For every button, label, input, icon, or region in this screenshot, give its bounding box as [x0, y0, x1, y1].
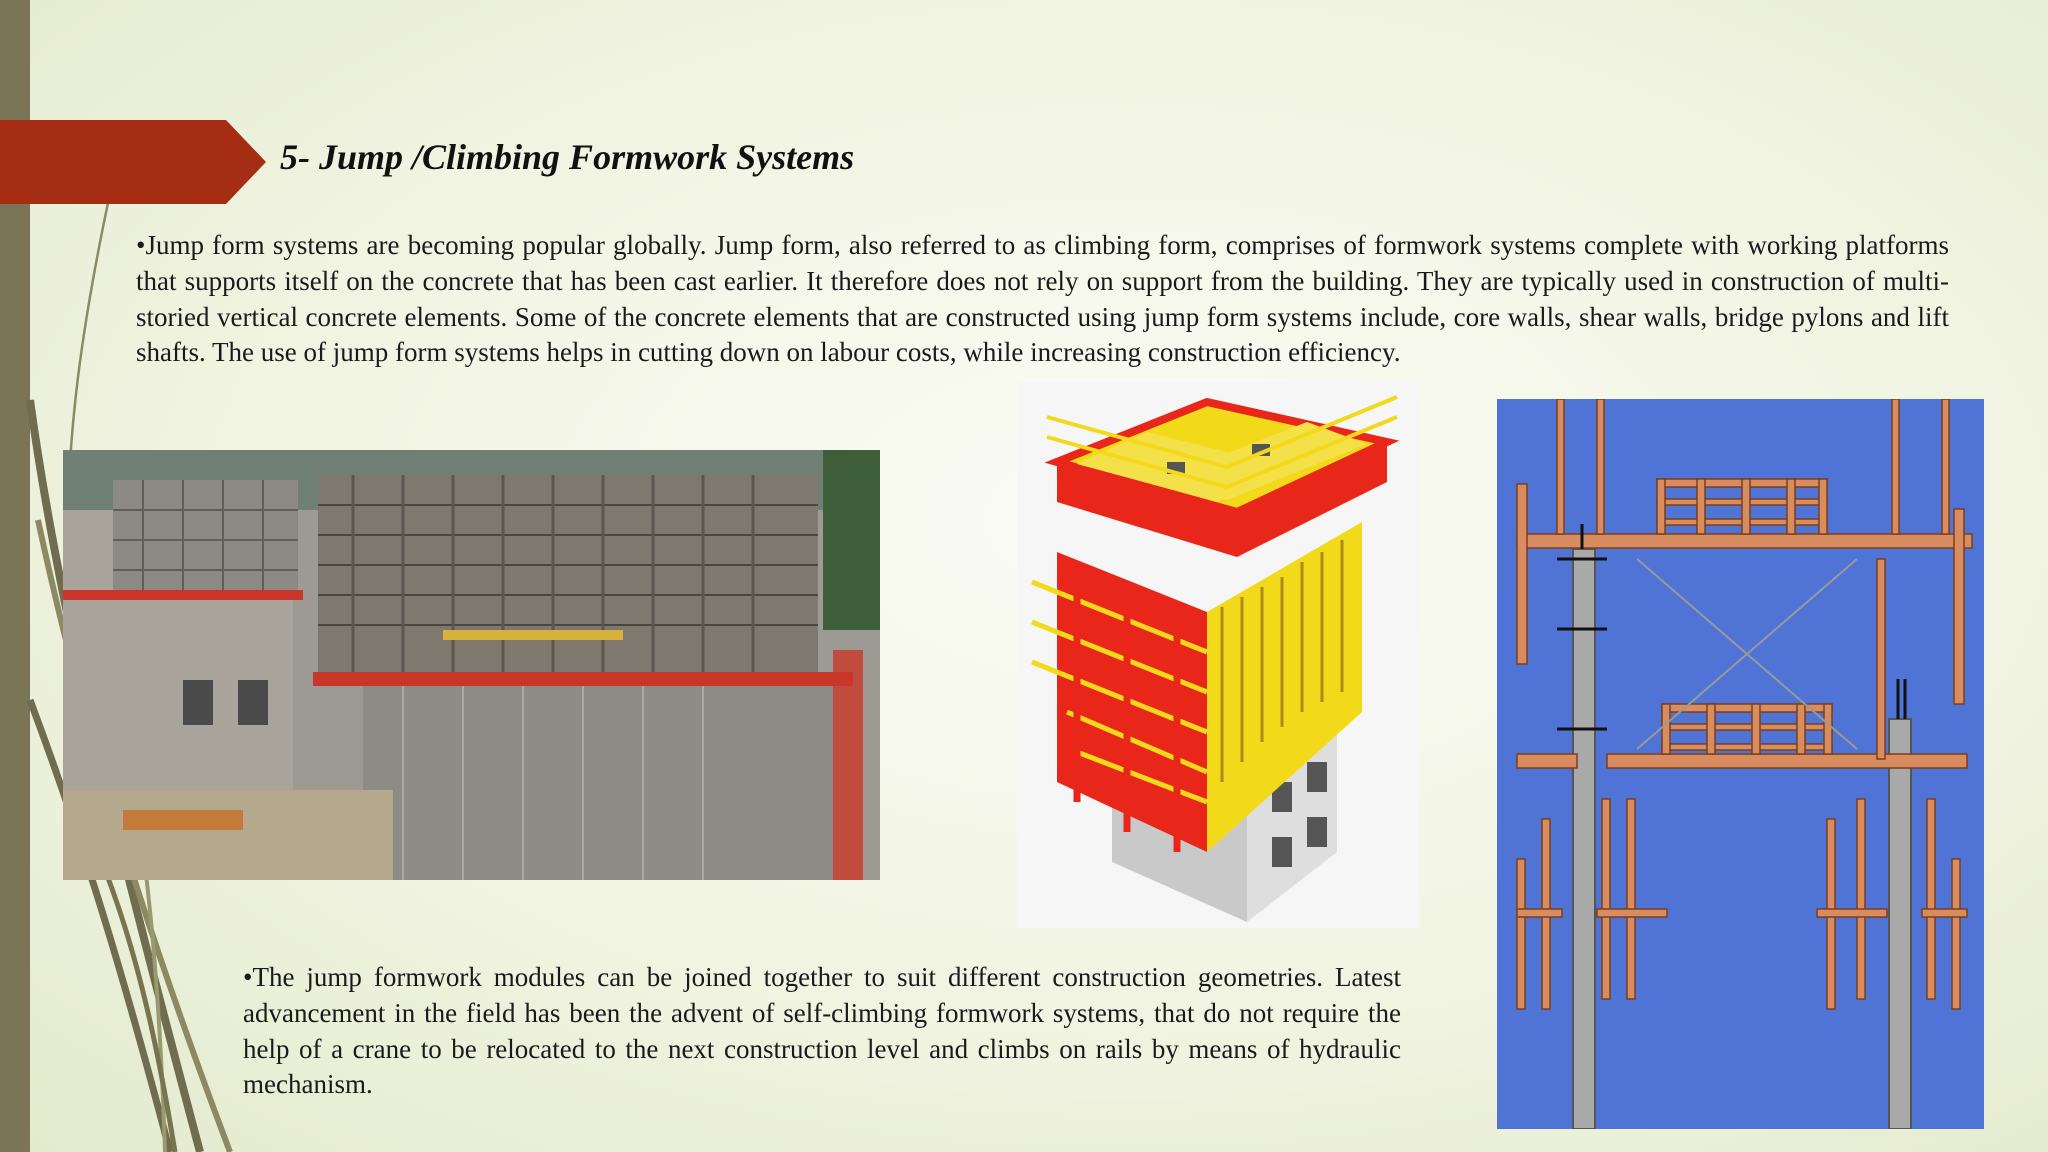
- construction-site-photo: [63, 450, 880, 880]
- slide-title: 5- Jump /Climbing Formwork Systems: [280, 137, 855, 177]
- climbing-formwork-render: [1017, 382, 1419, 928]
- paragraph-self-climbing: •The jump formwork modules can be joined together to suit different construction geometries. Latest advancement in the field has been the advent of self-climbing formwork systems, that do not require the help of a crane to be relocated to the next construction level and climbs on rails by means of hydraulic mechanism.: [243, 962, 1401, 1100]
- paragraph-jump-form-intro: •Jump form systems are becoming popular globally. Jump form, also referred to as climbing form, comprises of formwork systems complete with working platforms that supports itself on the concrete that has been cast earlier. It therefore does not rely on support from the building. They are typically used in construction of multi-storied vertical concrete elements. Some of the concrete elements that are constructed using jump form systems include, core walls, shear walls, bridge pylons and lift shafts. The use of jump form systems helps in cutting down on labour costs, while increasing construction efficiency.: [136, 230, 1949, 368]
- jump-formwork-cross-section-diagram: [1497, 399, 1984, 1129]
- title-arrow-banner: [0, 120, 266, 204]
